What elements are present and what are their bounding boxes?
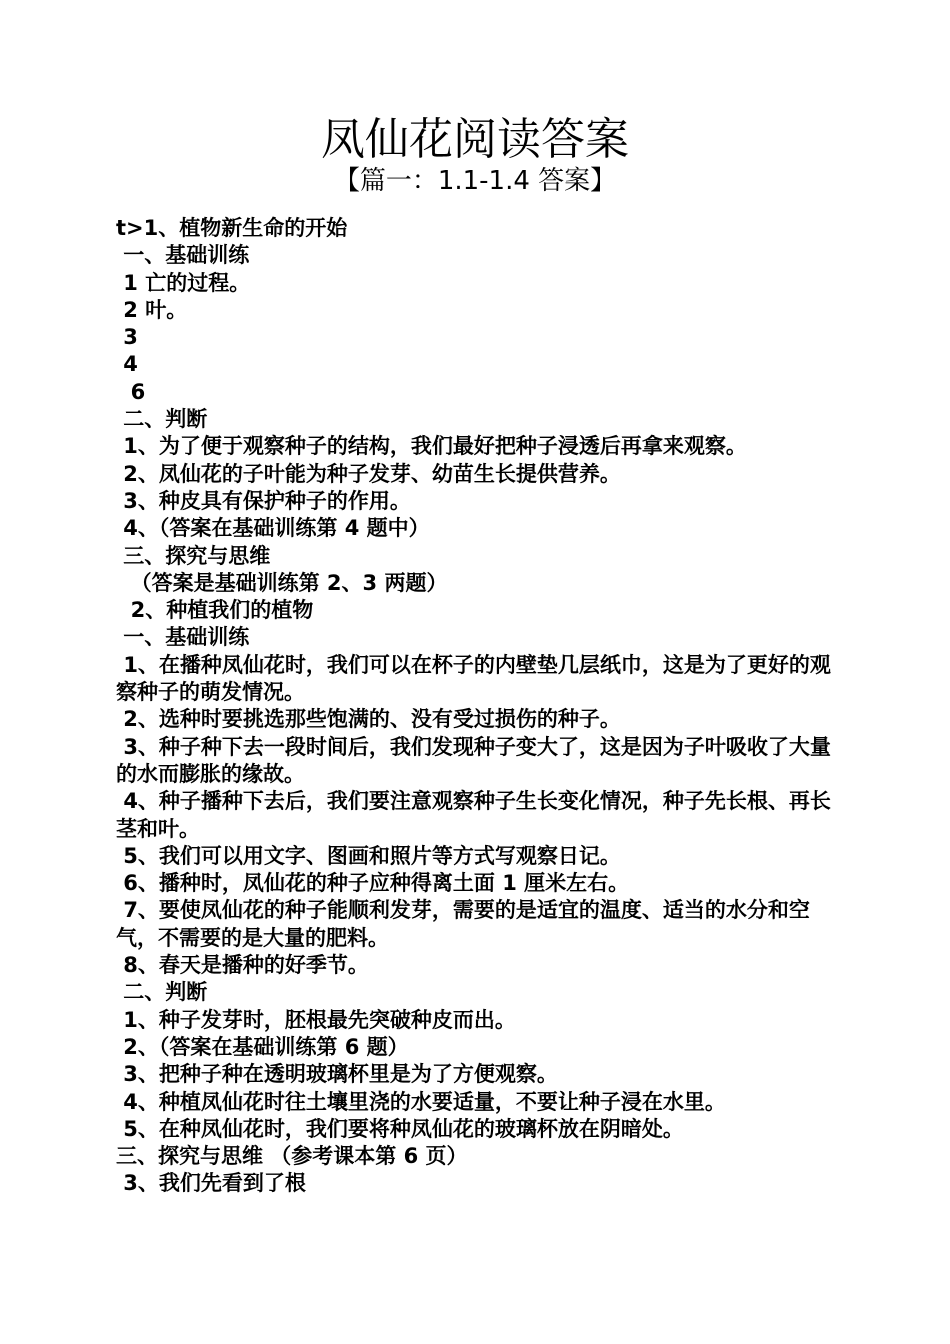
answer-line: 4、（答案在基础训练第 4 题中） (116, 516, 430, 541)
answer-line: 8、春天是播种的好季节。 (116, 953, 369, 978)
answer-line: 2、选种时要挑选那些饱满的、没有受过损伤的种子。 (116, 707, 621, 732)
answer-line: 5、在种凤仙花时，我们要将种凤仙花的玻璃杯放在阴暗处。 (116, 1116, 684, 1141)
answer-line: 1、种子发芽时，胚根最先突破种皮而出。 (116, 1007, 516, 1032)
answer-line: 6、播种时，凤仙花的种子应种得离土面 1 厘米左右。 (116, 871, 630, 896)
answer-line: 1、为了便于观察种子的结构，我们最好把种子浸透后再拿来观察。 (116, 434, 747, 459)
document-body (116, 215, 836, 1198)
answer-line: 4、种植凤仙花时往土壤里浇的水要适量，不要让种子浸在水里。 (116, 1089, 726, 1114)
section-basic-training: 一、基础训练 (116, 243, 250, 268)
answer-line: 2 叶。 (116, 297, 188, 322)
answer-line: 3、我们先看到了根 (116, 1171, 306, 1196)
answer-line: （答案是基础训练第 2、3 两题） (116, 570, 448, 595)
heading-lesson-2: 2、种植我们的植物 (116, 598, 314, 623)
answer-line: 1 亡的过程。 (116, 270, 251, 295)
section-inquiry: 三、探究与思维 （参考课本第 6 页） (116, 1144, 468, 1169)
answer-line: 3、种子种下去一段时间后，我们发现种子变大了，这是因为子叶吸收了大量的水而膨胀的缘故。 (116, 734, 831, 786)
section-judgement: 二、判断 (116, 407, 208, 432)
section-judgement: 二、判断 (116, 980, 208, 1005)
answer-line: 5、我们可以用文字、图画和照片等方式写观察日记。 (116, 843, 621, 868)
section-inquiry: 三、探究与思维 (116, 543, 271, 568)
answer-line: 4、种子播种下去后，我们要注意观察种子生长变化情况，种子先长根、再长茎和叶。 (116, 789, 831, 841)
heading-lesson-1: t>1、植物新生命的开始 (116, 216, 348, 240)
document-subtitle: 【篇一：1.1-1.4 答案】 (333, 166, 617, 196)
answer-line: 2、（答案在基础训练第 6 题） (116, 1034, 409, 1059)
answer-line: 3 (116, 325, 138, 350)
document-title: 凤仙花阅读答案 (321, 114, 629, 165)
answer-line: 2、凤仙花的子叶能为种子发芽、幼苗生长提供营养。 (116, 461, 621, 486)
answer-line: 4 (116, 352, 138, 377)
answer-line: 7、要使凤仙花的种子能顺利发芽，需要的是适宜的温度、适当的水分和空气，不需要的是大量的肥料。 (116, 898, 810, 950)
answer-line: 1、在播种凤仙花时，我们可以在杯子的内壁垫几层纸巾，这是为了更好的观察种子的萌发情况。 (116, 652, 831, 705)
answer-line: 6 (116, 379, 146, 404)
section-basic-training: 一、基础训练 (116, 625, 250, 650)
answer-line: 3、把种子种在透明玻璃杯里是为了方便观察。 (116, 1062, 558, 1087)
answer-line: 3、种皮具有保护种子的作用。 (116, 488, 411, 513)
